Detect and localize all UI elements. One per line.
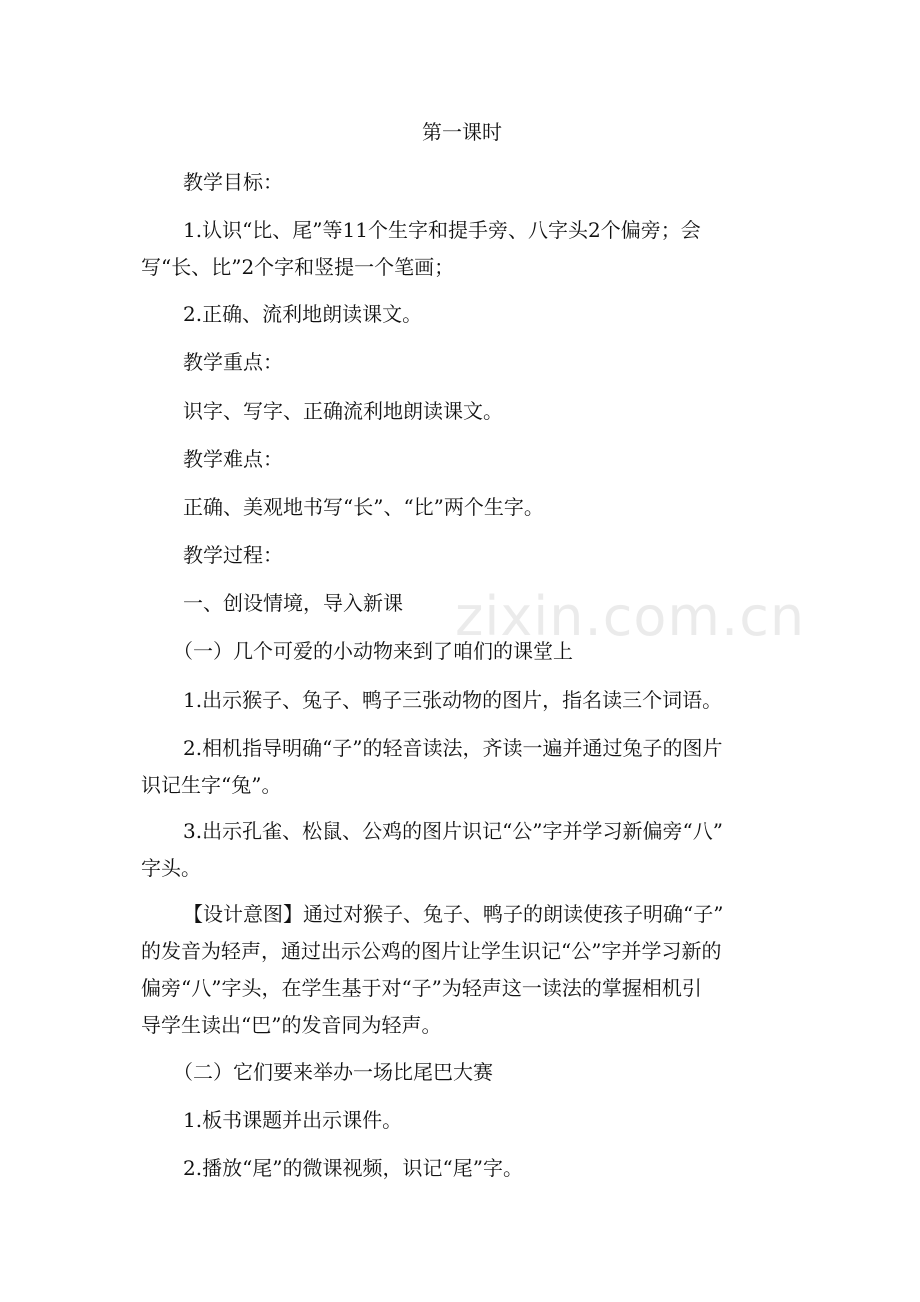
key-points-paragraph: 识字、写字、正确流利地朗读课文。 [183, 399, 503, 423]
step-1-paragraph: 1.出示猴子、兔子、鸭子三张动物的图片，指名读三个词语。 [183, 688, 723, 712]
watermark: zixin.com.cn [455, 585, 806, 648]
document-page [141, 0, 783, 1302]
goal-1-line-1: 1.认识“比、尾”等11个生字和提手旁、八字头2个偏旁；会 [183, 218, 701, 242]
heading-teaching-process: 教学过程： [183, 543, 283, 567]
subsection-1-heading: （一）几个可爱的小动物来到了咱们的课堂上 [173, 639, 573, 663]
goal-1-paragraph [141, 212, 783, 286]
step-3-line-1: 3.出示孔雀、松鼠、公鸡的图片识记“公”字并学习新偏旁“八” [183, 819, 723, 843]
step-2-line-1: 2.相机指导明确“子”的轻音读法，齐读一遍并通过兔子的图片 [183, 736, 723, 760]
step-3-paragraph [141, 813, 783, 887]
page-title: 第一课时 [422, 120, 502, 144]
substep-2-paragraph: 2.播放“尾”的微课视频，识记“尾”字。 [183, 1156, 523, 1180]
subsection-2-heading: （二）它们要来举办一场比尾巴大赛 [173, 1060, 493, 1084]
design-intent-line-3: 偏旁“八”字头，在学生基于对“子”为轻声这一读法的掌握相机引 [141, 976, 702, 1000]
step-2-line-2: 识记生字“兔”。 [141, 773, 282, 797]
step-2-paragraph [141, 730, 783, 804]
heading-difficulties: 教学难点： [183, 447, 283, 471]
heading-teaching-goals: 教学目标： [183, 170, 283, 194]
design-intent-line-1: 【设计意图】通过对猴子、兔子、鸭子的朗读使孩子明确“子” [183, 902, 724, 926]
section-1-heading: 一、创设情境，导入新课 [183, 591, 403, 615]
goal-2-paragraph: 2.正确、流利地朗读课文。 [183, 302, 423, 326]
design-intent-line-4: 导学生读出“巴”的发音同为轻声。 [141, 1013, 442, 1037]
goal-1-line-2: 写“长、比”2个字和竖提一个笔画； [141, 255, 455, 279]
difficulties-paragraph: 正确、美观地书写“长”、“比”两个生字。 [183, 495, 544, 519]
substep-1-paragraph: 1.板书课题并出示课件。 [183, 1108, 403, 1132]
design-intent-line-2: 的发音为轻声，通过出示公鸡的图片让学生识记“公”字并学习新的 [141, 939, 722, 963]
heading-key-points: 教学重点： [183, 350, 283, 374]
step-3-line-2: 字头。 [141, 856, 201, 880]
design-intent-paragraph [141, 896, 783, 1044]
